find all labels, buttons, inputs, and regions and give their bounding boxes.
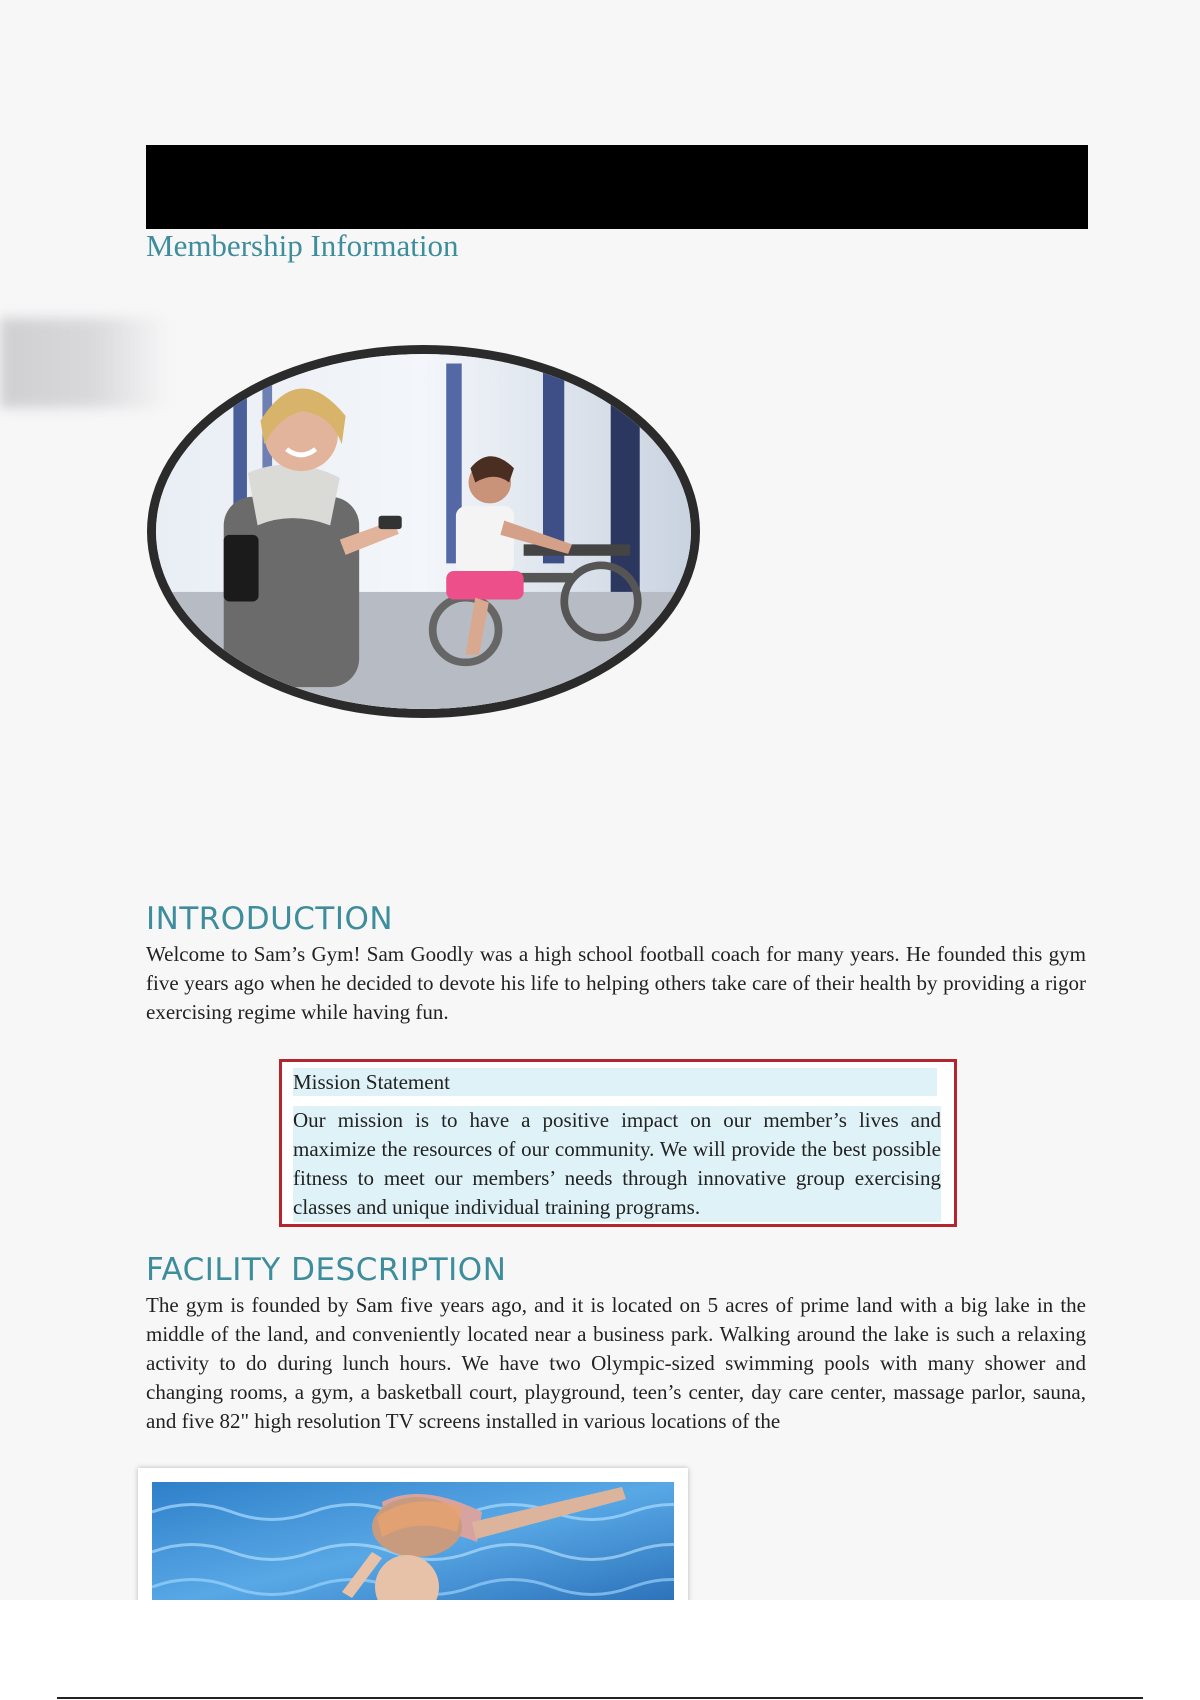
gym-cycling-photo xyxy=(147,345,700,718)
swimming-pool-illustration xyxy=(152,1482,674,1600)
introduction-heading: INTRODUCTION xyxy=(146,901,394,937)
pool-photo-frame xyxy=(138,1468,688,1600)
mission-statement-text: Our mission is to have a positive impact on our member’s lives and maximize the resources of our community. We will provide the best possible fitness to meet our members’ needs through innovative group exercising classes and unique individual training programs. xyxy=(293,1106,941,1222)
facility-description-heading: FACILITY DESCRIPTION xyxy=(146,1252,507,1288)
facility-description-paragraph: The gym is founded by Sam five years ago, and it is located on 5 acres of prime land with a big lake in the middle of the land, and conveniently located near a business park. Walking around the lake is such a relaxing activity to do during lunch hours. We have two Olympic-sized swimming pools with many shower and changing rooms, a gym, a basketball court, playground, teen’s center, day care center, massage parlor, sauna, and five 82" high resolution TV screens installed in various locations of the xyxy=(146,1293,1086,1433)
footer-divider-line xyxy=(57,1697,1143,1699)
gym-cycling-illustration xyxy=(156,354,691,709)
mission-statement-box xyxy=(279,1059,957,1227)
redacted-title-bar xyxy=(146,145,1088,229)
blurred-margin-artifact xyxy=(0,318,170,408)
mission-statement-title: Mission Statement xyxy=(293,1068,937,1096)
introduction-paragraph: Welcome to Sam’s Gym! Sam Goodly was a high school football coach for many years. He founded this gym five years ago when he decided to devote his life to helping others take care of their health by providing a rigor exercising regime while having fun. xyxy=(146,942,1086,1024)
document-subtitle: Membership Information xyxy=(146,228,459,263)
swimming-pool-photo xyxy=(152,1482,674,1600)
